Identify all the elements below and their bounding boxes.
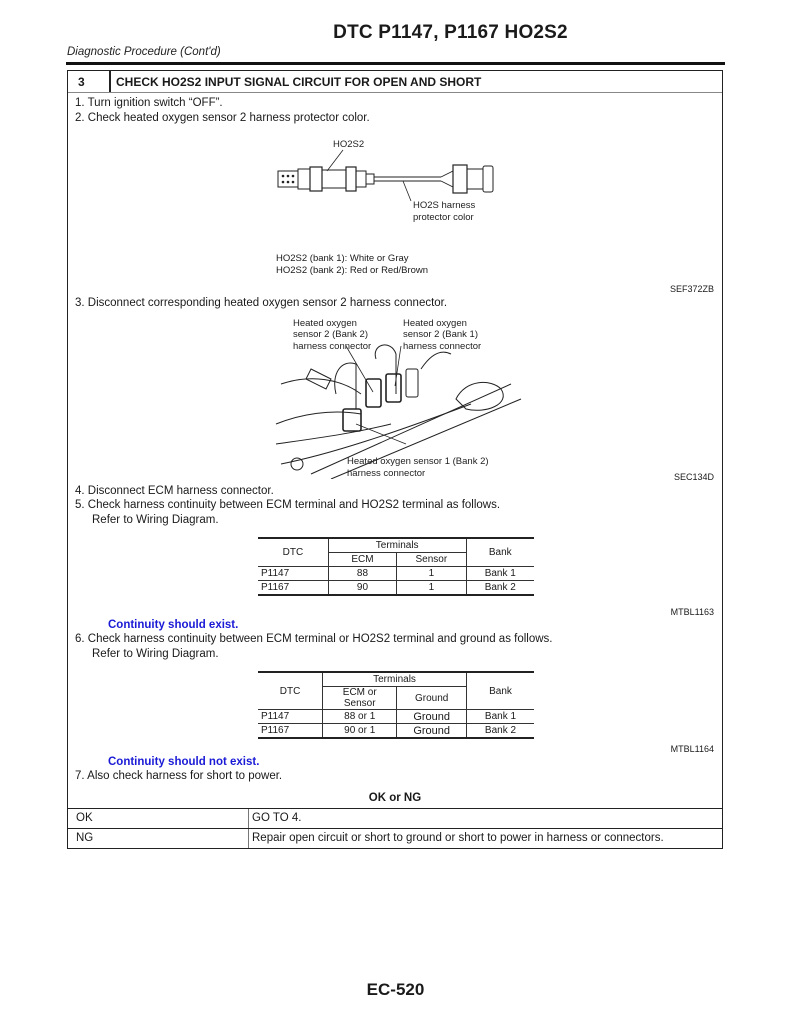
svg-text:harness connector: harness connector xyxy=(403,341,482,352)
svg-text:Heated oxygen: Heated oxygen xyxy=(403,318,467,329)
step-number: 3 xyxy=(78,75,85,89)
instruction-6-ref: Refer to Wiring Diagram. xyxy=(92,648,219,660)
result-row-ng xyxy=(68,828,722,848)
result-row-ok xyxy=(68,808,722,828)
section-subtitle: Diagnostic Procedure (Cont'd) xyxy=(67,46,221,58)
result-ok-action: GO TO 4. xyxy=(252,812,302,824)
svg-text:sensor 2 (Bank 2): sensor 2 (Bank 2) xyxy=(293,329,368,340)
svg-text:harness connector: harness connector xyxy=(293,341,372,352)
svg-text:harness connector: harness connector xyxy=(347,468,426,479)
table-row: P1147 88 1 Bank 1 xyxy=(258,567,534,581)
ho2s2-sensor-illustration xyxy=(263,133,503,223)
table-ref-mtbl1164: MTBL1164 xyxy=(670,744,714,754)
bank2-color: HO2S2 (bank 2): Red or Red/Brown xyxy=(276,265,429,276)
result-ng-action: Repair open circuit or short to ground or short to power in harness or connectors. xyxy=(252,832,664,844)
svg-text:Heated oxygen: Heated oxygen xyxy=(293,318,357,329)
table-row: P1167 90 or 1 Ground Bank 2 xyxy=(258,724,534,739)
instruction-5: 5. Check harness continuity between ECM terminal and HO2S2 terminal as follows. xyxy=(75,499,501,511)
step-header xyxy=(68,71,722,93)
page-number: EC-520 xyxy=(366,980,425,999)
figure-ref-sec134d: SEC134D xyxy=(673,472,714,482)
harness-connector-illustration xyxy=(271,314,531,479)
instruction-3: 3. Disconnect corresponding heated oxygen sensor 2 harness connector. xyxy=(75,297,448,309)
ok-or-ng-heading: OK or NG xyxy=(368,792,422,804)
header-divider xyxy=(109,71,111,92)
instruction-7: 7. Also check harness for short to power. xyxy=(75,770,283,782)
table-row: P1167 90 1 Bank 2 xyxy=(258,581,534,596)
continuity-table-1: DTC Terminals Bank ECM Sensor P1147 88 1 Bank 1 P1167 90 1 Bank 2 xyxy=(258,537,534,596)
header-rule xyxy=(66,62,725,65)
label-protector-2: protector color xyxy=(413,212,474,223)
svg-text:Heated oxygen sensor 1 (Bank 2: Heated oxygen sensor 1 (Bank 2) xyxy=(347,456,489,467)
label-ho2s2: HO2S2 xyxy=(333,139,365,150)
instruction-1: 1. Turn ignition switch “OFF”. xyxy=(75,97,223,109)
instruction-6: 6. Check harness continuity between ECM terminal or HO2S2 terminal and ground as follows. xyxy=(75,633,553,645)
continuity-not-exist-note: Continuity should not exist. xyxy=(108,756,260,768)
figure-ref-sef372zb: SEF372ZB xyxy=(669,284,714,294)
table-ref-mtbl1163: MTBL1163 xyxy=(670,607,714,617)
procedure-step-box xyxy=(67,70,723,849)
instruction-4: 4. Disconnect ECM harness connector. xyxy=(75,485,274,497)
instruction-2: 2. Check heated oxygen sensor 2 harness protector color. xyxy=(75,112,370,124)
svg-text:sensor 2 (Bank 1): sensor 2 (Bank 1) xyxy=(403,329,478,340)
instruction-5-ref: Refer to Wiring Diagram. xyxy=(92,514,219,526)
label-protector-1: HO2S harness xyxy=(413,200,476,211)
continuity-table-2: DTC Terminals Bank ECM or Sensor Ground P1147 88 or 1 Ground Bank 1 P1167 90 or 1 Ground Bank 2 xyxy=(258,671,534,739)
table-row: P1147 88 or 1 Ground Bank 1 xyxy=(258,710,534,724)
result-ok-label: OK xyxy=(76,812,93,824)
page-title: DTC P1147, P1167 HO2S2 xyxy=(333,22,568,43)
bank1-color: HO2S2 (bank 1): White or Gray xyxy=(276,253,409,264)
step-heading: CHECK HO2S2 INPUT SIGNAL CIRCUIT FOR OPEN AND SHORT xyxy=(116,75,482,89)
continuity-exist-note: Continuity should exist. xyxy=(108,619,239,631)
result-ng-label: NG xyxy=(76,832,94,844)
